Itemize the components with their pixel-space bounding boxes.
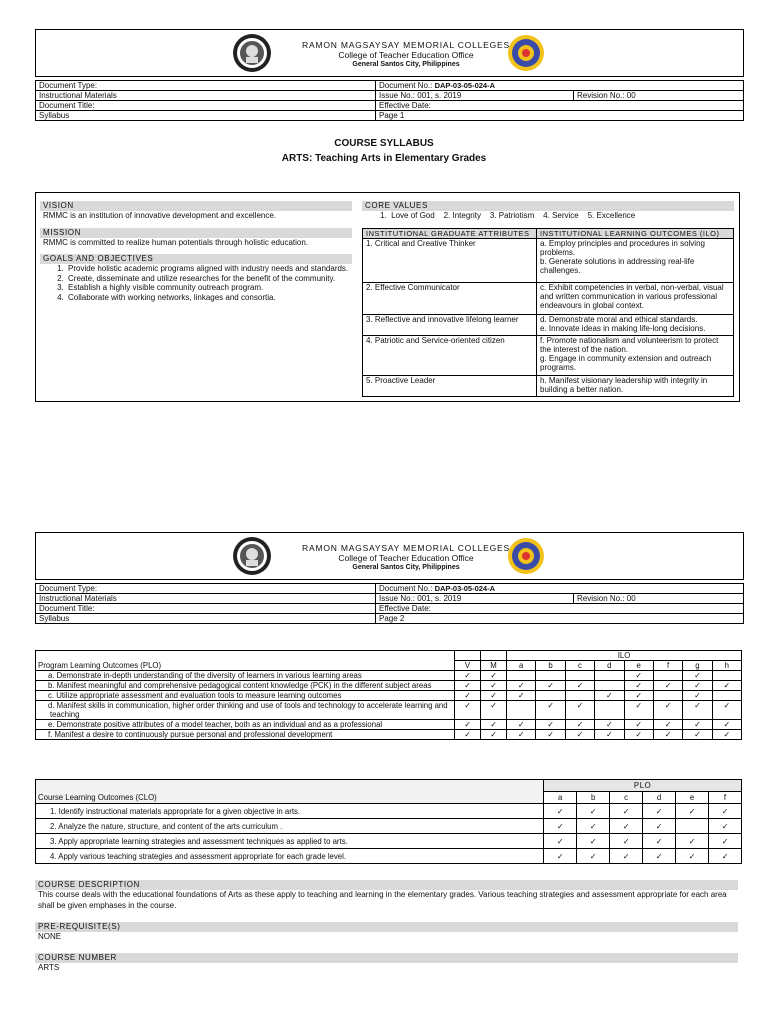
iga-ilo-table	[362, 228, 734, 397]
clo-col-header: d	[643, 792, 676, 804]
revision-number: Revision No.: 00	[574, 594, 744, 604]
check-mark-cell: ✓	[595, 691, 624, 701]
course-description-text: This course deals with the educational foundations of Arts as these apply to teaching and learning in the elementary grades. Various teaching strategies and assessment appropriate for each area shall be given emphases in the course.	[38, 890, 727, 910]
clo-col-header: a	[544, 792, 577, 804]
plo-group-heading: PLO	[544, 780, 742, 792]
office-name: College of Teacher Education Office	[338, 553, 474, 563]
plo-heading: Program Learning Outcomes (PLO)	[36, 651, 455, 671]
plo-label: a. Demonstrate in-depth understanding of the diversity of learners in various learning areas	[36, 671, 455, 681]
doc-title-value: Syllabus	[36, 614, 376, 624]
check-mark-cell: ✓	[676, 834, 709, 849]
header-text	[276, 40, 536, 70]
plo-col-header: b	[536, 661, 565, 671]
mission-heading: MISSION	[40, 228, 352, 238]
plo-label: e. Demonstrate positive attributes of a model teacher, both as an individual and as a professional	[36, 720, 455, 730]
check-mark-cell: ✓	[455, 701, 481, 720]
check-mark-cell: ✓	[507, 730, 536, 740]
check-mark-cell: ✓	[455, 720, 481, 730]
clo-label: 1. Identify instructional materials appropriate for a given objective in arts.	[36, 804, 544, 819]
check-mark-cell: ✓	[683, 701, 712, 720]
clo-col-header: f	[708, 792, 741, 804]
course-number-text: ARTS	[38, 963, 60, 972]
check-mark-cell: ✓	[643, 849, 676, 864]
page1-meta-table	[35, 80, 744, 121]
doc-type-label: Document Type:	[36, 584, 376, 594]
doc-type-value: Instructional Materials	[36, 594, 376, 604]
check-mark-cell: ✓	[653, 730, 682, 740]
vision-mission-box	[35, 192, 740, 402]
rmmc-seal-icon	[232, 536, 272, 576]
clo-col-header: e	[676, 792, 709, 804]
check-mark-cell: ✓	[544, 834, 577, 849]
plo-col-header: d	[595, 661, 624, 671]
page2-header	[35, 532, 744, 580]
plo-header-cell	[455, 651, 481, 661]
check-mark-cell: ✓	[624, 691, 653, 701]
goals-heading: GOALS AND OBJECTIVES	[40, 254, 352, 264]
vision-heading: VISION	[40, 201, 352, 211]
page1-header	[35, 29, 744, 77]
plo-col-header: M	[481, 661, 507, 671]
plo-row	[36, 701, 742, 720]
iga-ilo: a. Employ principles and procedures in solving problems. b. Generate solutions in addressing real-life challenges.	[537, 238, 734, 282]
check-mark-cell: ✓	[565, 730, 594, 740]
check-mark-cell: ✓	[653, 720, 682, 730]
location: General Santos City, Philippines	[352, 61, 460, 68]
doc-type-label: Document Type:	[36, 81, 376, 91]
iga-attr: 2. Effective Communicator	[363, 282, 537, 314]
check-mark-cell: ✓	[676, 804, 709, 819]
clo-col-header: b	[577, 792, 610, 804]
check-mark-cell: ✓	[565, 720, 594, 730]
check-mark-cell: ✓	[565, 681, 594, 691]
clo-row	[36, 849, 742, 864]
check-mark-cell: ✓	[712, 720, 741, 730]
iga-attr: 3. Reflective and innovative lifelong learner	[363, 314, 537, 335]
check-mark-cell: ✓	[507, 681, 536, 691]
check-mark-cell: ✓	[653, 701, 682, 720]
college-name: RAMON MAGSAYSAY MEMORIAL COLLEGES	[302, 543, 510, 553]
check-mark-cell: ✓	[595, 730, 624, 740]
plo-row	[36, 720, 742, 730]
check-mark-cell: ✓	[624, 671, 653, 681]
plo-row	[36, 681, 742, 691]
check-mark-cell	[536, 691, 565, 701]
check-mark-cell: ✓	[643, 804, 676, 819]
check-mark-cell: ✓	[624, 701, 653, 720]
effective-date: Effective Date:	[376, 604, 744, 614]
check-mark-cell: ✓	[683, 720, 712, 730]
check-mark-cell: ✓	[610, 819, 643, 834]
prerequisite-text: NONE	[38, 932, 62, 941]
core-values-text: 1. Love of God 2. Integrity 3. Patriotism 4. Service 5. Excellence	[380, 211, 636, 220]
check-mark-cell: ✓	[683, 730, 712, 740]
doc-number: Document No.: DAP-03-05-024-A	[376, 81, 744, 91]
check-mark-cell	[565, 691, 594, 701]
check-mark-cell: ✓	[653, 681, 682, 691]
iga-heading: INSTITUTIONAL GRADUATE ATTRIBUTES	[363, 228, 537, 238]
check-mark-cell: ✓	[712, 701, 741, 720]
check-mark-cell: ✓	[676, 849, 709, 864]
course-number-heading: COURSE NUMBER	[35, 953, 738, 963]
cte-seal-icon	[506, 536, 546, 576]
check-mark-cell	[507, 671, 536, 681]
doc-type-value: Instructional Materials	[36, 91, 376, 101]
plo-label: f. Manifest a desire to continuously pursue personal and professional development	[36, 730, 455, 740]
iga-ilo: c. Exhibit competencies in verbal, non-verbal, visual and written communication in various professional endeavours in global context.	[537, 282, 734, 314]
cte-seal-icon	[506, 33, 546, 73]
clo-table	[35, 779, 742, 864]
check-mark-cell: ✓	[455, 671, 481, 681]
iga-attr: 1. Critical and Creative Thinker	[363, 238, 537, 282]
check-mark-cell: ✓	[624, 681, 653, 691]
check-mark-cell	[536, 671, 565, 681]
plo-label: c. Utilize appropriate assessment and evaluation tools to measure learning outcomes	[36, 691, 455, 701]
goal-item: 2. Create, disseminate and utilize researches for the benefit of the community.	[66, 274, 352, 284]
plo-col-header: a	[507, 661, 536, 671]
check-mark-cell: ✓	[595, 720, 624, 730]
check-mark-cell: ✓	[683, 671, 712, 681]
check-mark-cell	[507, 701, 536, 720]
check-mark-cell: ✓	[643, 819, 676, 834]
check-mark-cell: ✓	[708, 834, 741, 849]
header-text	[276, 543, 536, 573]
check-mark-cell: ✓	[577, 849, 610, 864]
doc-title-value: Syllabus	[36, 111, 376, 121]
ilo-heading: INSTITUTIONAL LEARNING OUTCOMES (ILO)	[537, 228, 734, 238]
check-mark-cell: ✓	[481, 671, 507, 681]
vision-text: RMMC is an institution of innovative development and excellence.	[43, 211, 277, 220]
page-number: Page 2	[376, 614, 744, 624]
check-mark-cell: ✓	[610, 834, 643, 849]
check-mark-cell: ✓	[544, 849, 577, 864]
revision-number: Revision No.: 00	[574, 91, 744, 101]
plo-label: d. Manifest skills in communication, higher order thinking and use of tools and technology to accelerate learning and teaching	[36, 701, 455, 720]
check-mark-cell: ✓	[624, 730, 653, 740]
college-name: RAMON MAGSAYSAY MEMORIAL COLLEGES	[302, 40, 510, 50]
plo-col-header: V	[455, 661, 481, 671]
plo-row	[36, 730, 742, 740]
check-mark-cell: ✓	[577, 834, 610, 849]
check-mark-cell: ✓	[455, 730, 481, 740]
issue-number: Issue No.: 001, s. 2019	[376, 91, 574, 101]
check-mark-cell	[676, 819, 709, 834]
check-mark-cell: ✓	[481, 730, 507, 740]
mission-text: RMMC is committed to realize human potentials through holistic education.	[43, 237, 309, 247]
clo-label: 3. Apply appropriate learning strategies and assessment techniques as applied to arts.	[36, 834, 544, 849]
check-mark-cell	[595, 671, 624, 681]
iga-ilo: d. Demonstrate moral and ethical standards. e. Innovate ideas in making life-long decisions.	[537, 314, 734, 335]
clo-col-header: c	[610, 792, 643, 804]
clo-row	[36, 834, 742, 849]
check-mark-cell: ✓	[708, 804, 741, 819]
check-mark-cell	[712, 691, 741, 701]
iga-ilo: f. Promote nationalism and volunteerism to protect the interest of the nation. g. Engage in community extension and outreach programs.	[537, 335, 734, 375]
check-mark-cell: ✓	[455, 681, 481, 691]
effective-date: Effective Date:	[376, 101, 744, 111]
check-mark-cell: ✓	[481, 681, 507, 691]
doc-title-label: Document Title:	[36, 101, 376, 111]
core-values-heading: CORE VALUES	[362, 201, 734, 211]
check-mark-cell	[653, 691, 682, 701]
office-name: College of Teacher Education Office	[338, 50, 474, 60]
clo-label: 4. Apply various teaching strategies and assessment appropriate for each grade level.	[36, 849, 544, 864]
plo-label: b. Manifest meaningful and comprehensive pedagogical content knowledge (PCK) in the different subject areas	[36, 681, 455, 691]
plo-col-header: h	[712, 661, 741, 671]
plo-col-header: e	[624, 661, 653, 671]
plo-col-header: c	[565, 661, 594, 671]
check-mark-cell: ✓	[624, 720, 653, 730]
page-number: Page 1	[376, 111, 744, 121]
clo-row	[36, 819, 742, 834]
check-mark-cell	[595, 701, 624, 720]
check-mark-cell: ✓	[643, 834, 676, 849]
doc-number: Document No.: DAP-03-05-024-A	[376, 584, 744, 594]
check-mark-cell: ✓	[536, 701, 565, 720]
check-mark-cell: ✓	[481, 720, 507, 730]
check-mark-cell: ✓	[610, 804, 643, 819]
check-mark-cell: ✓	[712, 681, 741, 691]
clo-heading: Course Learning Outcomes (CLO)	[36, 780, 544, 804]
check-mark-cell	[712, 671, 741, 681]
goal-item: 1. Provide holistic academic programs aligned with industry needs and standards.	[66, 264, 352, 274]
location: General Santos City, Philippines	[352, 564, 460, 571]
check-mark-cell: ✓	[507, 691, 536, 701]
course-description-heading: COURSE DESCRIPTION	[35, 880, 738, 890]
check-mark-cell: ✓	[610, 849, 643, 864]
course-title: ARTS: Teaching Arts in Elementary Grades	[281, 153, 487, 164]
syllabus-title	[0, 136, 768, 166]
check-mark-cell: ✓	[536, 720, 565, 730]
check-mark-cell: ✓	[544, 819, 577, 834]
plo-header-cell	[481, 651, 507, 661]
prerequisite-heading: PRE-REQUISITE(S)	[35, 922, 738, 932]
goal-item: 4. Collaborate with working networks, linkages and consortia.	[66, 293, 352, 303]
plo-col-header: f	[653, 661, 682, 671]
check-mark-cell	[653, 671, 682, 681]
check-mark-cell: ✓	[507, 720, 536, 730]
clo-row	[36, 804, 742, 819]
iga-attr: 5. Proactive Leader	[363, 375, 537, 396]
page2-meta-table	[35, 583, 744, 624]
check-mark-cell: ✓	[536, 730, 565, 740]
check-mark-cell: ✓	[683, 681, 712, 691]
doc-title-label: Document Title:	[36, 604, 376, 614]
check-mark-cell	[565, 671, 594, 681]
check-mark-cell: ✓	[455, 691, 481, 701]
check-mark-cell: ✓	[577, 819, 610, 834]
check-mark-cell: ✓	[481, 691, 507, 701]
clo-label: 2. Analyze the nature, structure, and content of the arts curriculum .	[36, 819, 544, 834]
plo-row	[36, 691, 742, 701]
plo-row	[36, 671, 742, 681]
check-mark-cell: ✓	[708, 849, 741, 864]
iga-ilo: h. Manifest visionary leadership with integrity in building a better nation.	[537, 375, 734, 396]
check-mark-cell: ✓	[577, 804, 610, 819]
check-mark-cell: ✓	[481, 701, 507, 720]
check-mark-cell: ✓	[683, 691, 712, 701]
check-mark-cell: ✓	[712, 730, 741, 740]
iga-attr: 4. Patriotic and Service-oriented citizen	[363, 335, 537, 375]
check-mark-cell: ✓	[536, 681, 565, 691]
plo-col-header: g	[683, 661, 712, 671]
check-mark-cell: ✓	[565, 701, 594, 720]
page-title: COURSE SYLLABUS	[334, 138, 434, 149]
ilo-group-heading: ILO	[507, 651, 742, 661]
issue-number: Issue No.: 001, s. 2019	[376, 594, 574, 604]
plo-table	[35, 650, 742, 740]
check-mark-cell	[595, 681, 624, 691]
goal-item: 3. Establish a highly visible community outreach program.	[66, 283, 352, 293]
goals-list	[54, 264, 352, 302]
rmmc-seal-icon	[232, 33, 272, 73]
check-mark-cell: ✓	[708, 819, 741, 834]
check-mark-cell: ✓	[544, 804, 577, 819]
